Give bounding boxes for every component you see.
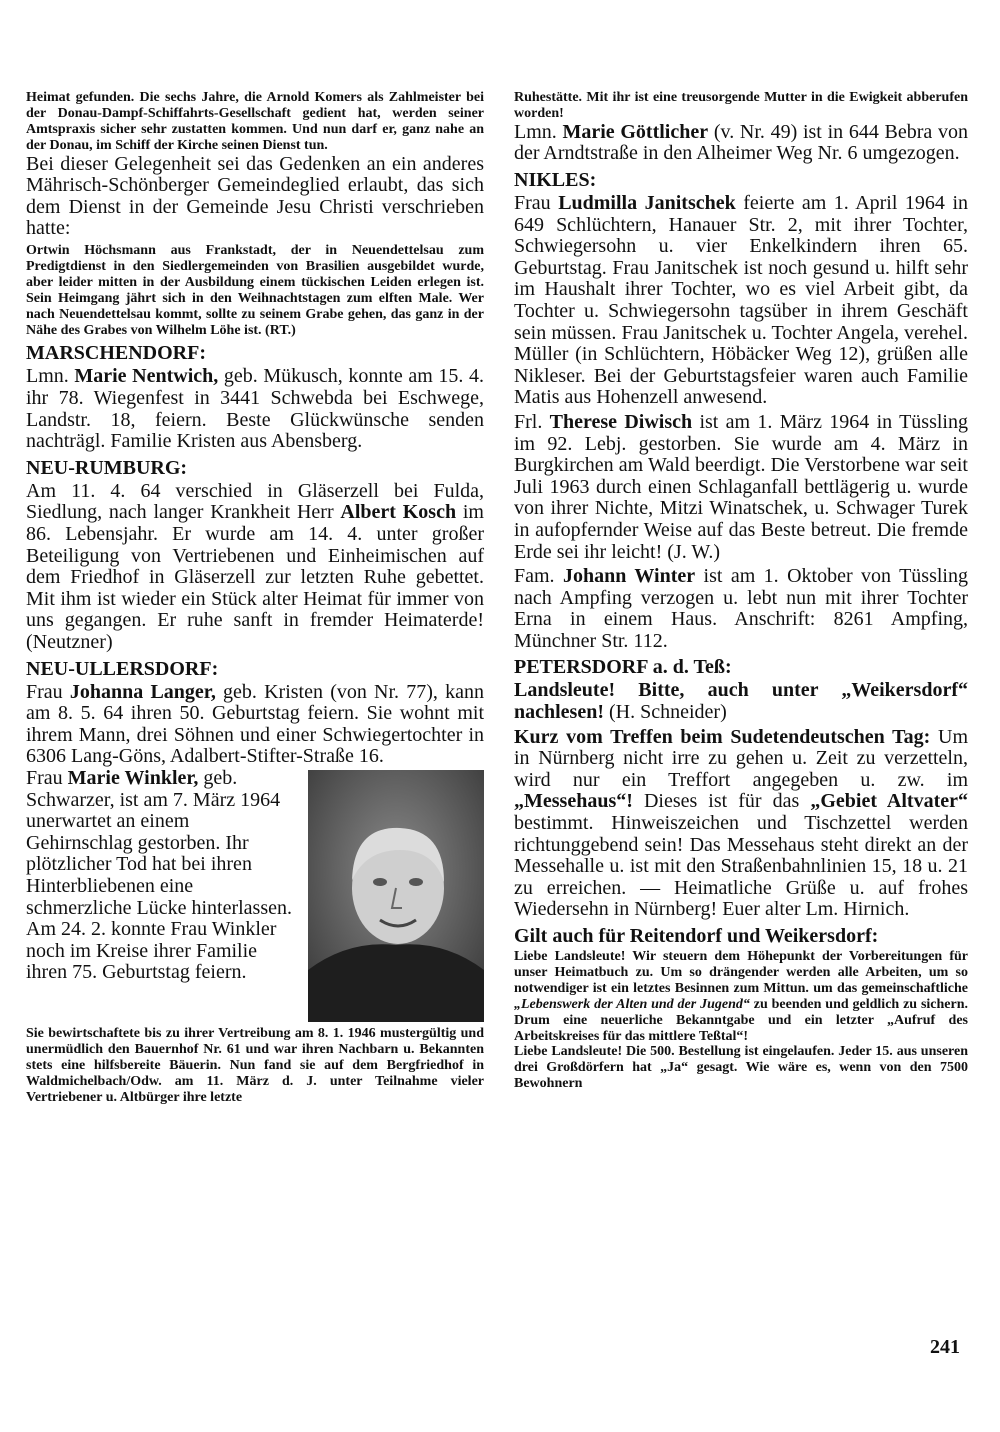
person-name: Ortwin Höchsmann (26, 243, 156, 258)
janitschek-paragraph: Frau Ludmilla Janitschek feierte am 1. April 1964 in 649 Schlüchtern, Hanauer Str. 2, mit ihrer Tochter, Schwiegersohn u. vier Enkelkindern ihren 65. Geburtstag. Frau Janitschek ist noch gesund u. hilft sehr im Haushalt ihrer Tochter, wo es viel Arbeit gibt, da Tochter u. Schwiegersohn tagsüber in ihrem Geschäft sein müssen. Frau Janitschek u. Tochter Angela, verehel. Müller (in Schlüchtern, Höbäcker Weg 12), grüßen alle Nikleser. Bei der Geburtstagsfeier waren auch Familie Matis aus Hohenzell anwesend. (514, 192, 968, 409)
person-name: Marie Winkler, (67, 767, 199, 789)
person-name: Therese Diwisch (549, 410, 693, 433)
bestellung-paragraph: Liebe Landsleute! Die 500. Bestellung ist eingelaufen. Jeder 15. aus unseren drei Großdörfern hat „Ja“ gesagt. Wie wäre es, wenn von den 7500 Bewohnern (514, 1044, 968, 1092)
heading-neu-ullersdorf: NEU-ULLERSDORF: (26, 657, 219, 680)
winter-paragraph: Fam. Johann Winter ist am 1. Oktober von Tüssling nach Ampfing verzogen u. lebt nun mit ihrer Tochter Erna in einem Haus. Anschrift: 8261 Ampfing, Münchner Str. 112. (514, 565, 968, 652)
heading-neu-rumburg: NEU-RUMBURG: (26, 456, 188, 479)
heading-petersdorf: PETERSDORF a. d. Teß: (514, 656, 732, 679)
treffen-paragraph: Kurz vom Treffen beim Sudetendeutschen Tag: Um in Nürnberg nicht irre zu gehen u. Zeit zu verzetteln, wird nur ein Treffort angegeben u. zw. im „Messehaus“! Dieses ist für das „Gebiet Altvater“ bestimmt. Hinweiszeichen und Tischzettel werden richtunggebend sein! Das Messehaus steht direkt an der Messehalle u. ist mit den Straßenbahnlinien 15, 18 u. 21 zu erreichen. — Heimatliche Grüße u. auf frohes Wiedersehn in Nürnberg! Euer alter Lm. Hirnich. (514, 725, 968, 921)
heading-nikles: NIKLES: (514, 169, 597, 191)
hoechsmann-paragraph: Ortwin Höchsmann aus Frankstadt, der in Neuendettelsau zum Predigtdienst in den Siedlergemeinden von Brasilien ausgebildet wurde, aber leider mitten in der Ausbildung einem tückischen Leiden erlegen ist. Sein Heimgang jährt sich in den Weihnachtstagen zum elften Male. Wer nach Neuendettelsau kommt, sollte zu seinem Grabe gehen, das ganz in der Nähe des Grabes von Wilhelm Löhe ist. (RT.) (26, 243, 485, 338)
person-name: Albert Kosch (340, 501, 457, 524)
heimatbuch-paragraph: Liebe Landsleute! Wir steuern dem Höhepunkt der Vorbereitungen für unser Heimatbuch zu. Um so drängender werden alle Arbeiten, um so notwendiger ist ein letztes Besinnen zum Mittun. um das gemeinschaftliche „Lebenswerk der Alten und der Jugend“ zu beenden und geldlich zu sichern. Drum eine neuerliche Bekanntgabe und ein letzter „Aufruf des Arbeitskreises für das mittlere Teßtal“! (514, 949, 968, 1044)
right-column (514, 90, 968, 1092)
komers-paragraph: Heimat gefunden. Die sechs Jahre, die Arnold Komers als Zahlmeister bei der Donau-Dampf-Schiffahrts-Gesellschaft gedient hat, werden seiner Amtspraxis sicher sehr zustatten kommen. Und nun darf er, ganz nahe an der Donau, im Schiff der Kirche seinen Dienst tun. (26, 90, 484, 153)
schneider-paragraph: Landsleute! Bitte, auch unter „Weikersdorf“ nachlesen! (H. Schneider) (514, 679, 968, 724)
heading-reitendorf: Gilt auch für Reitendorf und Weikersdorf: (514, 925, 879, 947)
nentwich-paragraph: Lmn. Marie Nentwich, geb. Mükusch, konnte am 15. 4. ihr 78. Wiegenfest in 3441 Schwebda bei Eschwege, Landstr. 18, feiern. Beste Glückwünsche senden nachträgl. Familie Kristen aus Abensberg. (26, 365, 485, 453)
heading-marschendorf: MARSCHENDORF: (26, 342, 206, 365)
langer-paragraph: Frau Johanna Langer, geb. Kristen (von Nr. 77), kann am 8. 5. 64 ihren 50. Geburtstag feiern. Sie wohnt mit ihrem Mann, drei Söhnen und einer Schwiegertochter in 6306 Lang-Göns, Adalbert-Stifter-Straße 16. (26, 680, 484, 768)
winkler-block (26, 768, 484, 1026)
kosch-paragraph: Am 11. 4. 64 verschied in Gläserzell bei Fulda, Siedlung, nach langer Krankheit Herr Albert Kosch im 86. Lebensjahr. Er wurde am 14. 4. unter großer Beteiligung von Vertriebenen und Einheimischen auf dem Friedhof in Gläserzell zur letzten Ruhe gebettet. Mit ihm ist wieder ein Stück alter Heimat für immer von uns gegangen. Er ruhe sanft in fremder Heimaterde! (Neutzner) (26, 479, 484, 653)
person-name: Marie Nentwich, (74, 365, 219, 388)
left-column (26, 90, 484, 1105)
winkler-continued: Sie bewirtschaftete bis zu ihrer Vertreibung am 8. 1. 1946 mustergültig und unermüdlich den Bauernhof Nr. 61 und war ihren Nachbarn u. Bekannten stets eine hilfsbereite Bäuerin. Nun fand sie auf dem Bergfriedhof in Waldmichelbach/Odw. am 11. März d. J. unter Teilnahme vieler Vertriebener u. Altbürger ihre letzte (26, 1025, 484, 1105)
hoechsmann-intro: Bei dieser Gelegenheit sei das Gedenken an ein anderes Mährisch-Schönberger Gemeindeglied erlaubt, das sich dem Dienst in der Gemeinde Jesu Christi verschrieben hatte: (26, 152, 484, 240)
person-name: Johann Winter (562, 565, 696, 588)
portrait-image (308, 770, 484, 1022)
portrait-photo (308, 770, 484, 1022)
winkler-end: Ruhestätte. Mit ihr ist eine treusorgende Mutter in die Ewigkeit abberufen worden! (514, 90, 968, 121)
winkler-paragraph: Frau Marie Winkler, geb. Schwarzer, ist am 7. März 1964 unerwartet an einem Gehirnschlag gestorben. Ihr plötzlicher Tod hat bei ihren Hinterbliebenen eine schmerzliche Lücke hinterlassen. Am 24. 2. konnte Frau Winkler noch im Kreise ihrer Familie ihren 75. Geburtstag feiern. (26, 767, 292, 984)
diwisch-paragraph: Frl. Therese Diwisch ist am 1. März 1964 in Tüssling im 92. Lebj. gestorben. Sie wurde am 4. März in Burgkirchen am Wald beerdigt. Die Verstorbene war seit Juli 1963 durch einen Schlaganfall bettlägerig u. wurde von ihrer Nichte, Mitzi Winatschek, u. Schwager Turek in aufopfernder Weise auf das Beste betreut. Die fremde Erde sei ihr leicht! (J. W.) (514, 410, 968, 563)
person-name: Marie Göttlicher (562, 120, 709, 143)
page-number: 241 (930, 1336, 960, 1358)
goettlicher-paragraph: Lmn. Marie Göttlicher (v. Nr. 49) ist in 644 Bebra von der Arndtstraße in den Alheimer Weg Nr. 6 umgezogen. (514, 120, 968, 165)
person-name: Johanna Langer, (69, 680, 216, 703)
person-name: Ludmilla Janitschek (558, 192, 736, 214)
